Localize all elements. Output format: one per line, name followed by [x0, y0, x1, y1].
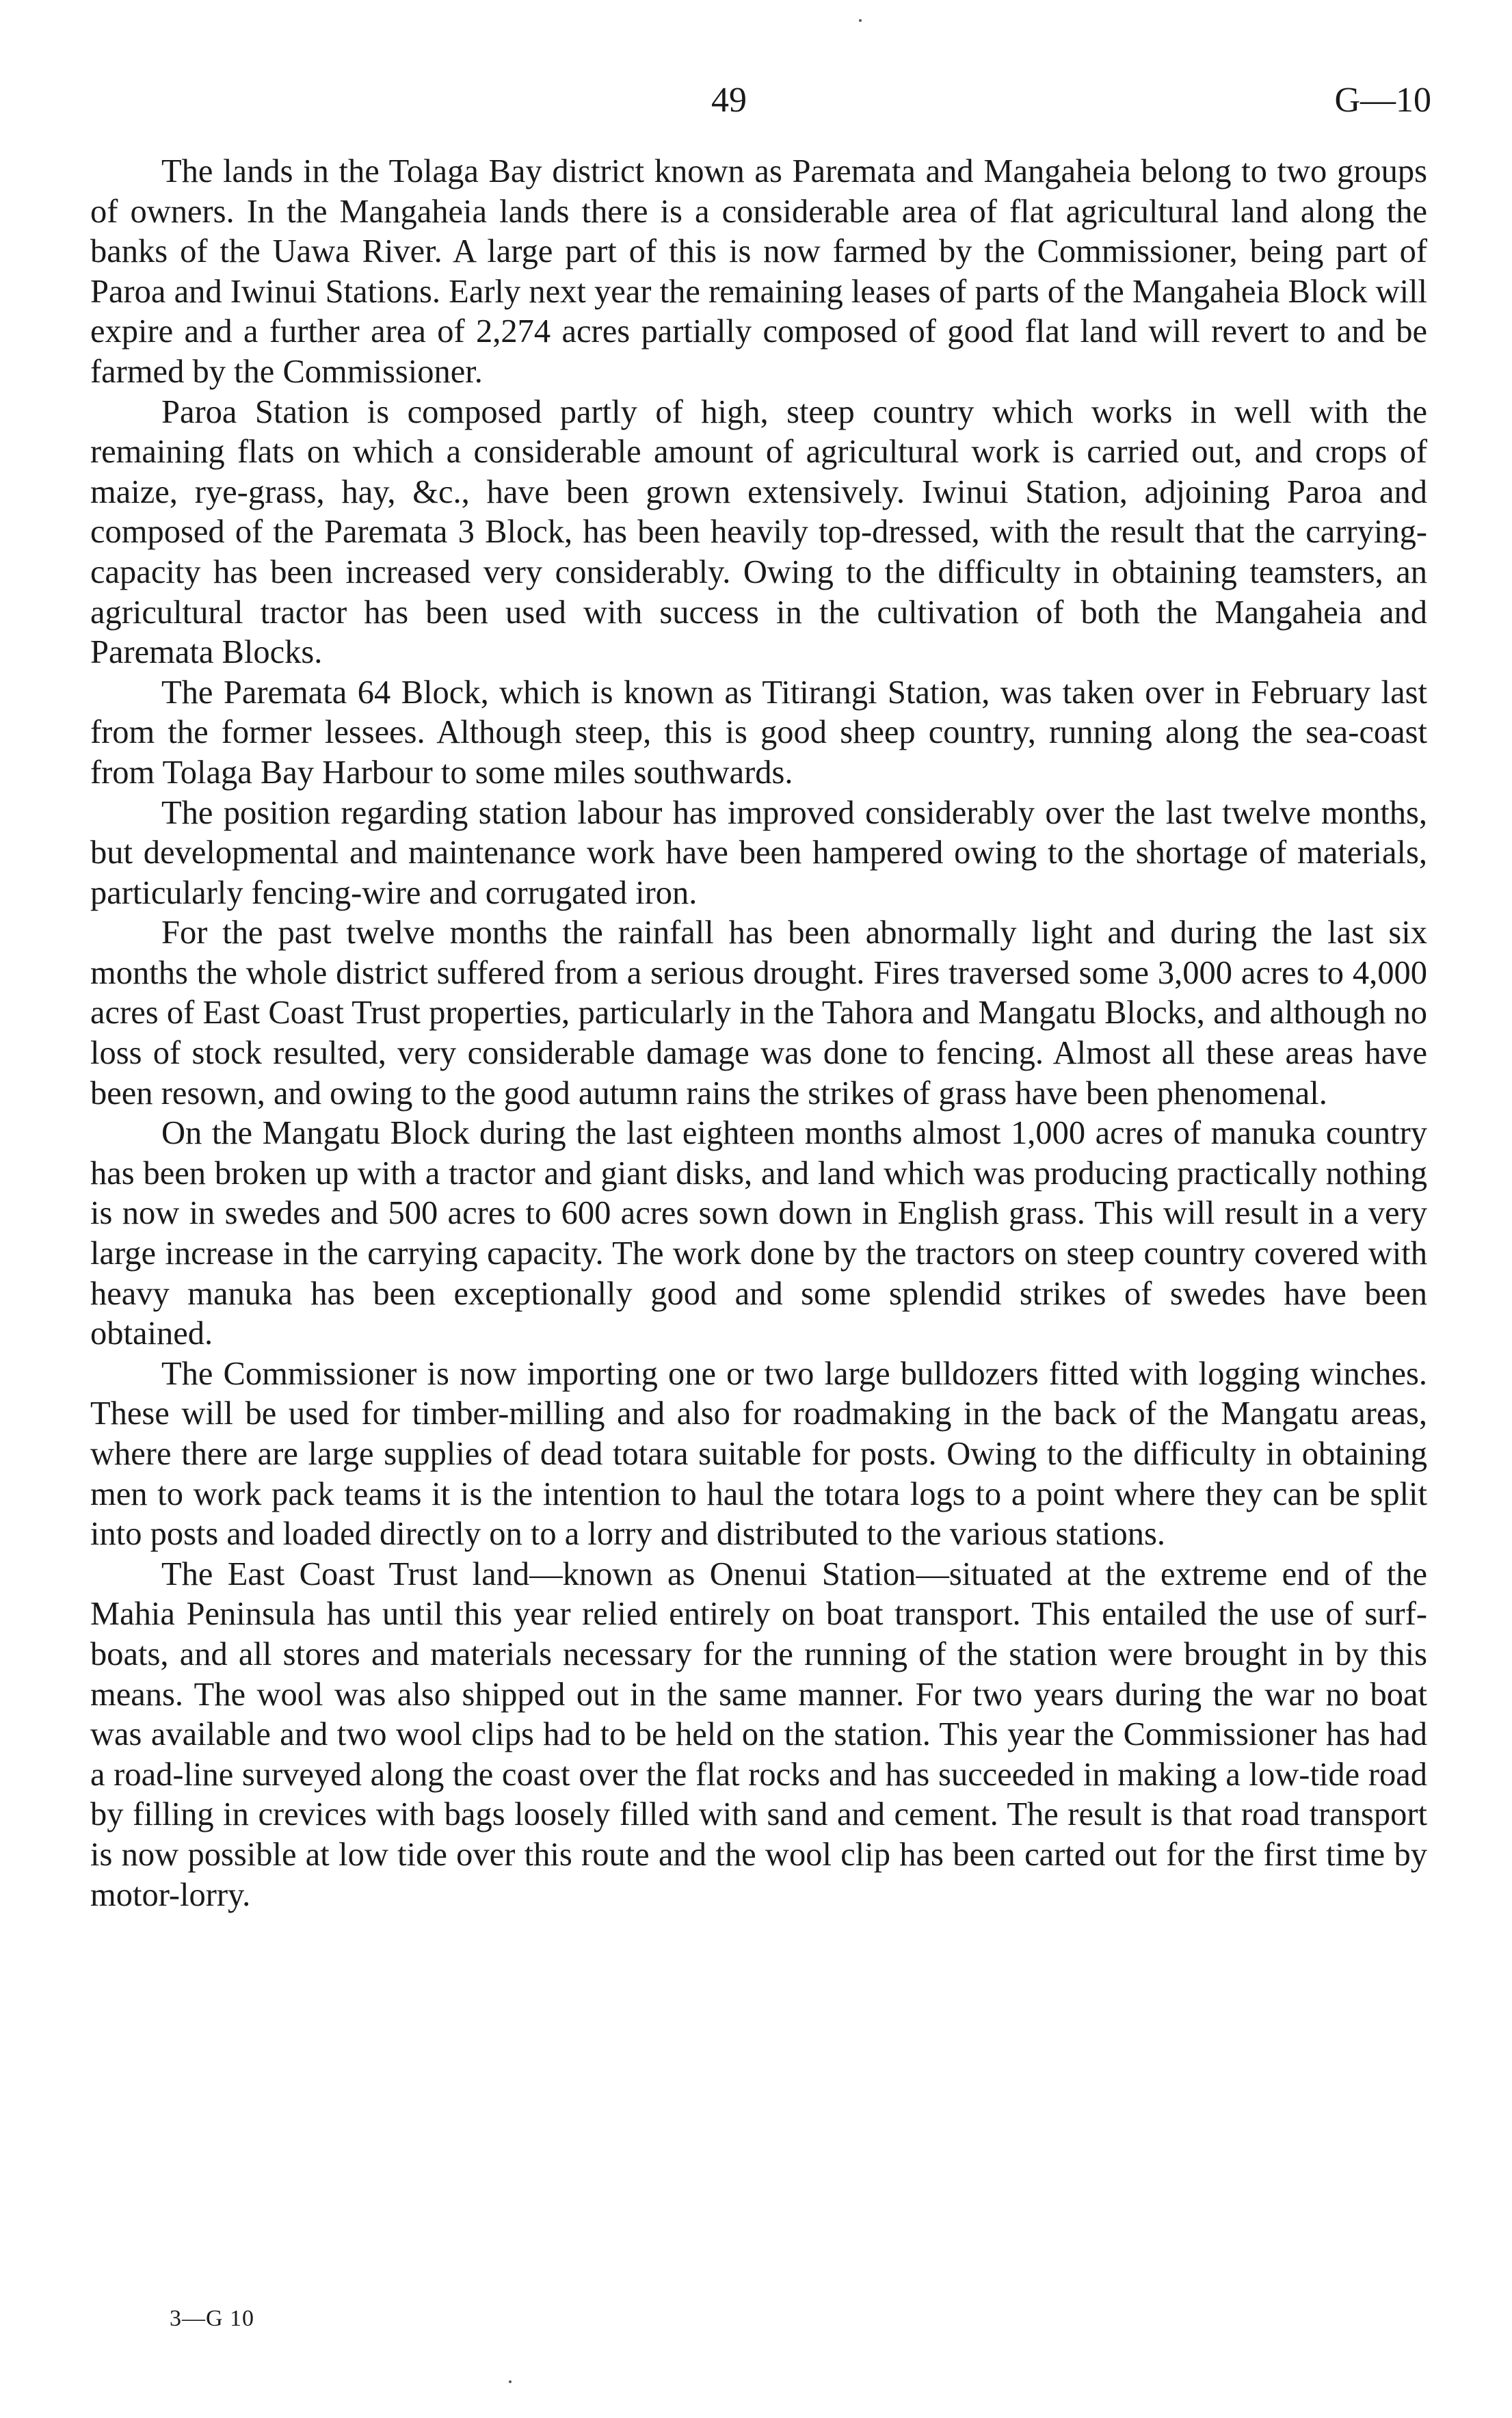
- paragraph-onenui-station: The East Coast Trust land—known as Onenui Station—situated at the extreme end of the Mahia Peninsula has until this year relied entirely on boat transport. This entailed the use of surf-boats, and all stores and materials necessary for the running of the station were brought in by this means. The wool was also shipped out in the same manner. For two years during the war no boat was available and two wool clips had to be held on the station. This year the Commissioner has had a road-line surveyed along the coast over the flat rocks and has succeeded in making a low-tide road by filling in crevices with bags loosely filled with sand and cement. The result is that road transport is now possible at low tide over this route and the wool clip has been carted out for the first time by motor-lorry.: [90, 1555, 1427, 1913]
- page-header: [0, 77, 1512, 124]
- footer-signature: 3—G 10: [170, 2306, 255, 2331]
- paragraph-titirangi-station: The Paremata 64 Block, which is known as Titirangi Station, was taken over in February last from the former lessees. Although steep, this is good sheep country, running along the sea-coast from Tolaga Bay Harbour to some miles southwards.: [90, 674, 1427, 791]
- paragraph-paremata-mangaheia: The lands in the Tolaga Bay district known as Paremata and Mangaheia belong to two groups of owners. In the Mangaheia lands there is a considerable area of flat agricultural land along the banks of the Uawa River. A large part of this is now farmed by the Commissioner, being part of Paroa and Iwinui Stations. Early next year the remaining leases of parts of the Mangaheia Block will expire and a further area of 2,274 acres partially composed of good flat land will revert to and be farmed by the Commissioner.: [90, 153, 1427, 390]
- paragraph-station-labour: The position regarding station labour has improved considerably over the last twelve months, but developmental and maintenance work have been hampered owing to the shortage of materials, particularly fencing-wire and corrugated iron.: [90, 794, 1427, 911]
- body-text: [90, 152, 1427, 1915]
- paragraph-paroa-station: Paroa Station is composed partly of high, steep country which works in well with the remaining flats on which a considerable amount of agricultural work is carried out, and crops of maize, rye-grass, hay, &c., have been grown extensively. Iwinui Station, adjoining Paroa and composed of the Paremata 3 Block, has been heavily top-dressed, with the result that the carrying-capacity has been increased very considerably. Owing to the difficulty in obtaining teamsters, an agricultural tractor has been used with success in the cultivation of both the Mangaheia and Paremata Blocks.: [90, 393, 1427, 671]
- print-mark: [509, 2380, 512, 2383]
- document-reference: G—10: [1334, 81, 1431, 120]
- page-number: 49: [711, 81, 747, 120]
- paragraph-rainfall-fires: For the past twelve months the rainfall has been abnormally light and during the last six months the whole district suffered from a serious drought. Fires traversed some 3,000 acres to 4,000 acres of East Coast Trust properties, particularly in the Tahora and Mangatu Blocks, and although no loss of stock resulted, very considerable damage was done to fencing. Almost all these areas have been resown, and owing to the good autumn rains the strikes of grass have been phenomenal.: [90, 915, 1427, 1112]
- paragraph-mangatu-block: On the Mangatu Block during the last eighteen months almost 1,000 acres of manuka country has been broken up with a tractor and giant disks, and land which was producing practically nothing is now in swedes and 500 acres to 600 acres sown down in English grass. This will result in a very large increase in the carrying capacity. The work done by the tractors on steep country covered with heavy manuka has been exceptionally good and some splendid strikes of swedes have been obtained.: [90, 1115, 1427, 1352]
- paragraph-bulldozers: The Commissioner is now importing one or two large bulldozers fitted with logging winches. These will be used for timber-milling and also for roadmaking in the back of the Mangatu areas, where there are large supplies of dead totara suitable for posts. Owing to the difficulty in obtaining men to work pack teams it is the intention to haul the totara logs to a point where they can be split into posts and loaded directly on to a lorry and distributed to the various stations.: [90, 1355, 1427, 1553]
- print-mark: [859, 19, 862, 22]
